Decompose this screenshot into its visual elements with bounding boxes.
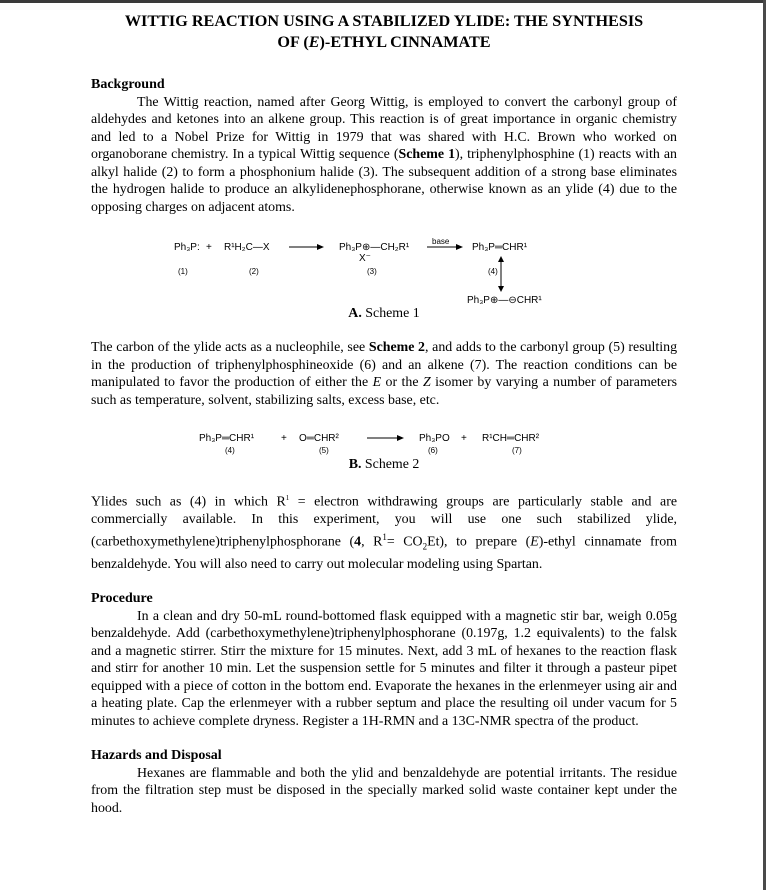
background-paragraph-1 (91, 94, 677, 217)
scheme2-num-5: (5) (319, 446, 329, 455)
text-run: = electron withdrawing groups are particularly stable and are commercially available. In this experiment, you will use one such stabilized ylide, (carbethoxymethylene)triphenylphosphorane ( (91, 494, 677, 550)
superscript: 1 (285, 494, 290, 502)
scheme-1 (91, 216, 677, 307)
scheme1-num-2: (2) (249, 267, 259, 276)
title-italic: E (308, 33, 320, 51)
text-bold: Scheme 1 (398, 147, 456, 162)
scheme2-ylide: Ph₃P═CHR¹ (199, 433, 255, 444)
scheme-2-caption (91, 456, 677, 474)
procedure-paragraph: In a clean and dry 50-mL round-bottomed flask equipped with a magnetic stir bar, weigh 0.05g benzaldehyde. Add (carbethoxymethylene)triphenylphosphorane (0.197g, 1.2 equivalents) to the falsk and a magnetic stirrer. Stirr the mixture for 15 minutes. Next, add 3 mL of hexanes to the reaction flask and stirr for another 10 min. Let the suspension settle for 5 minutes and filter it through a pasteur pipet equipped with a piece of cotton in the bottom end. Evaporate the hexanes in the erlenmeyer using air and a heating plate. Cap the erlenmeyer with a rubber septum and place the resulting oil under vacum for 5 minutes to achieve complete dryness. Register a 1H-RMN and a 13C-NMR spectra of the product. (91, 608, 677, 729)
scheme1-product: Ph₃P═CHR¹ (472, 242, 528, 253)
scheme-2-diagram (91, 409, 677, 455)
scheme1-resonance-head-down (498, 286, 504, 292)
text-run: isomer by varying a number of parameters such as temperature, solvent, stabilizing salts, excess base, etc. (91, 375, 677, 408)
scheme-1-caption (91, 305, 677, 323)
scheme2-num-7: (7) (512, 446, 522, 455)
document-title (61, 10, 707, 53)
title-line-2 (61, 32, 707, 53)
scheme2-carbonyl: O═CHR² (299, 433, 339, 444)
caption-text: Scheme 1 (365, 306, 420, 321)
text-run: )-ethyl cinnamate from benzaldehyde. You will also need to carry out molecular modeling using Spartan. (91, 534, 677, 572)
scheme2-alkene: R¹CH═CHR² (482, 433, 540, 444)
text-run: Ylides such as (4) in which R (91, 494, 286, 510)
text-run: Et), to prepare ( (427, 534, 531, 550)
text-run: The Wittig reaction, named after Georg Wittig, is employed to convert the carbonyl group of aldehydes and ketones into an alkene group. This reaction is of great importance in organic chemistry and led to a Nobel Prize for Wittig in 1979 that was shared with H.C. Brown who worked on organoborane chemistry. In a typical Wittig sequence ( (91, 94, 677, 162)
background-heading: Background (91, 77, 165, 92)
text-run: The carbon of the ylide acts as a nucleophile, see (91, 340, 369, 355)
text-run: or the (381, 375, 423, 390)
text-italic: E (530, 534, 539, 550)
scheme2-arrowhead (397, 435, 404, 441)
scheme2-num-6: (6) (428, 446, 438, 455)
scheme2-num-4: (4) (225, 446, 235, 455)
text-italic: E (372, 375, 382, 390)
scheme1-counterion: X⁻ (359, 253, 371, 264)
scheme2-plus-1: + (281, 433, 287, 444)
hazards-paragraph: Hexanes are flammable and both the ylid and benzaldehyde are potential irritants. The residue from the filtration step must be disposed in the specially marked solid waste container kept under the hood. (91, 765, 677, 816)
scheme1-reactant1: Ph₃P: (174, 242, 200, 253)
text-run: = CO (386, 534, 423, 550)
scheme1-reactant2: R¹H₂C—X (224, 242, 270, 253)
caption-text: Scheme 2 (364, 457, 420, 472)
scheme1-num-3: (3) (367, 267, 377, 276)
text-italic: Z (422, 375, 431, 390)
subscript: 2 (422, 541, 428, 552)
scheme1-base-label: base (432, 237, 450, 246)
scheme2-plus-2: + (461, 433, 467, 444)
text-run: , R (361, 534, 383, 550)
top-border (0, 0, 766, 3)
scheme1-num-4: (4) (488, 267, 498, 276)
text-run: , and adds to the carbonyl group (5) resulting in the production of triphenylphosphineoxide (6) and an alkene (7). The reaction conditions can be manipulated to favor the production of either the (91, 340, 678, 390)
caption-letter: B. (348, 457, 362, 472)
document-page (91, 10, 677, 817)
scheme1-resonance-head-up (498, 256, 504, 262)
scheme1-plus: + (206, 242, 212, 253)
scheme-1-diagram (91, 216, 677, 307)
scheme2-oxide: Ph₃PO (419, 433, 450, 444)
title-line-1: WITTIG REACTION USING A STABILIZED YLIDE: THE SYNTHESIS (124, 12, 644, 30)
procedure-heading: Procedure (91, 591, 153, 607)
background-paragraph-3 (91, 490, 677, 573)
text-bold: Scheme 2 (368, 340, 425, 355)
title-part: )-ETHYL CINNAMATE (319, 33, 491, 51)
scheme1-num-1: (1) (178, 267, 188, 276)
superscript: 1 (382, 531, 387, 542)
scheme1-arrowhead-2 (456, 244, 463, 250)
hazards-heading: Hazards and Disposal (91, 748, 222, 764)
scheme1-resonance: Ph₃P⊕—⊖CHR¹ (467, 295, 542, 306)
title-part: OF ( (277, 33, 309, 51)
scheme1-arrowhead-1 (317, 244, 324, 250)
scheme1-intermediate: Ph₃P⊕—CH₂R¹ (339, 242, 410, 253)
background-paragraph-2 (91, 339, 677, 409)
caption-letter: A. (348, 306, 362, 321)
scheme-2 (91, 409, 677, 455)
text-run: ), triphenylphosphine (1) reacts with an alkyl halide (2) to form a phosphonium halide (3). The subsequent addition of a strong base eliminates the hydrogen halide to produce an alkylidenephosphorane, otherwise known as an ylide (4) due to the opposing charges on adjacent atoms. (91, 147, 677, 215)
text-bold: 4 (354, 534, 362, 550)
